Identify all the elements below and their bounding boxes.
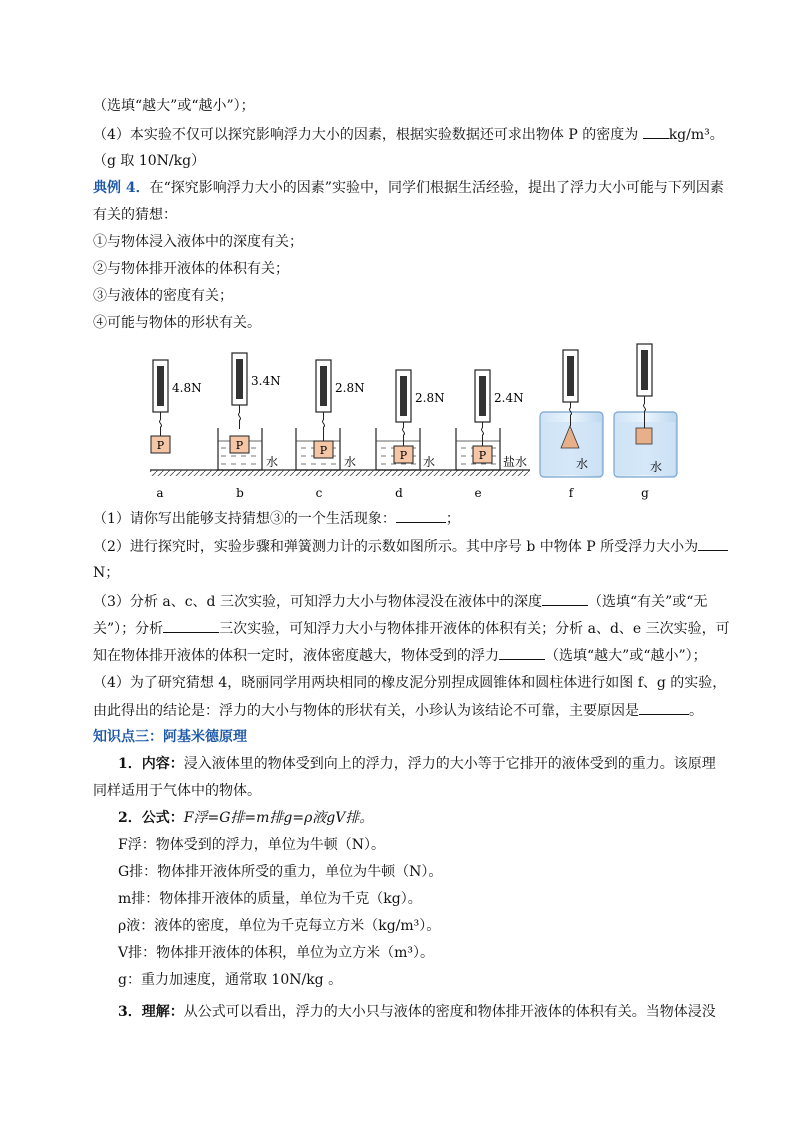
subfigure-label: g	[641, 486, 649, 500]
block-label: P	[156, 439, 165, 452]
answer-blank[interactable]	[542, 591, 588, 606]
liquid-label: 水	[650, 460, 663, 474]
text-line: （选填“越大”或“越小”）；	[93, 98, 255, 114]
text-line: （4）本实验不仅可以探究影响浮力大小的因素，根据实验数据还可求出物体 P 的密度为 kg/m³。	[93, 124, 724, 145]
definition-line: V排：物体排开液体的体积，单位为立方米（m³）。	[118, 945, 434, 961]
principle-understanding: 3．理解：从公式可以看出，浮力的大小只与液体的密度和物体排开液体的体积有关。当物体浸没	[118, 1004, 716, 1020]
text-line: 有关的猜想：	[93, 207, 177, 223]
beaker-f	[540, 412, 603, 477]
guess-1: ①与物体浸入液体中的深度有关；	[93, 234, 303, 250]
liquid-label: 盐水	[503, 455, 528, 469]
subfigure-label: d	[395, 486, 403, 500]
answer-blank[interactable]	[396, 508, 446, 523]
answer-blank[interactable]	[698, 536, 728, 551]
definition-line: ρ液：液体的密度，单位为千克每立方米（kg/m³）。	[118, 918, 441, 934]
definition-line: m排：物体排开液体的质量，单位为千克（kg）。	[118, 891, 422, 907]
question-4-cont: 由此得出的结论是：浮力的大小与物体的形状有关，小珍认为该结论不可靠，主要原因是 。	[93, 700, 703, 721]
guess-2: ②与物体排开液体的体积有关；	[93, 261, 289, 277]
subfigure-label: b	[236, 486, 244, 500]
reading-b: 3.4N	[251, 374, 281, 388]
spring-scale-b	[230, 353, 249, 453]
answer-blank[interactable]	[499, 645, 545, 660]
question-2-cont: N；	[93, 565, 120, 581]
definition-line: F浮：物体受到的浮力，单位为牛顿（N）。	[118, 837, 385, 853]
question-3-cont: 知在物体排开液体的体积一定时，液体密度越大，物体受到的浮力 （选填“越大”或“越小”）；	[93, 645, 707, 666]
subfigure-label: a	[156, 486, 164, 500]
answer-blank[interactable]	[643, 124, 669, 139]
liquid-label: 水	[344, 455, 357, 469]
reading-c: 2.8N	[335, 381, 365, 395]
block-label: P	[319, 444, 328, 457]
subfigure-label: c	[315, 486, 323, 500]
liquid-label: 水	[423, 455, 436, 469]
block-label: P	[235, 439, 244, 452]
definition-line: g：重力加速度，通常取 10N/kg 。	[118, 972, 343, 988]
principle-content-cont: 同样适用于气体中的物体。	[93, 783, 261, 799]
subfigure-label: e	[474, 486, 482, 500]
liquid-label: 水	[576, 457, 589, 471]
subfigure-label: f	[568, 486, 574, 500]
reading-e: 2.4N	[494, 391, 524, 405]
block-label: P	[478, 449, 487, 462]
liquid-label: 水	[266, 455, 279, 469]
answer-blank[interactable]	[639, 700, 689, 715]
question-4: （4）为了研究猜想 4，晓丽同学用两块相同的橡皮泥分别捏成圆锥体和圆柱体进行如图 f、g 的实验，	[93, 675, 727, 691]
question-1: （1）请你写出能够支持猜想③的一个生活现象： ；	[93, 508, 460, 529]
experiment-figure	[0, 340, 794, 505]
reading-a: 4.8N	[172, 381, 202, 395]
section-heading: 知识点三：阿基米德原理	[93, 729, 247, 745]
definition-line: G排：物体排开液体所受的重力，单位为牛顿（N）。	[118, 864, 443, 880]
table-surface	[150, 470, 530, 476]
example-heading: 典例 4．在“探究影响浮力大小的因素”实验中，同学们根据生活经验，提出了浮力大小可能与下列因素	[93, 180, 724, 196]
question-3-cont: 关”）；分析 三次实验，可知浮力大小与物体排开液体的体积有关；分析 a、d、e 三次实验，可	[93, 618, 730, 639]
text-line: （g 取 10N/kg）	[93, 153, 206, 169]
block-label: P	[399, 449, 408, 462]
beaker-g	[614, 412, 677, 477]
guess-4: ④可能与物体的形状有关。	[93, 315, 261, 331]
answer-blank[interactable]	[163, 618, 219, 633]
question-2: （2）进行探究时，实验步骤和弹簧测力计的示数如图所示。其中序号 b 中物体 P 所受浮力大小为	[93, 536, 728, 557]
principle-formula: 2．公式：F浮=G排=m排g=ρ液gV排。	[118, 810, 374, 826]
principle-content: 1．内容：浸入液体里的物体受到向上的浮力，浮力的大小等于它排开的液体受到的重力。该原理	[118, 756, 716, 772]
reading-d: 2.8N	[415, 391, 445, 405]
question-3: （3）分析 a、c、d 三次实验，可知浮力大小与物体浸没在液体中的深度 （选填“有关”或“无	[93, 591, 707, 612]
guess-3: ③与液体的密度有关；	[93, 288, 233, 304]
